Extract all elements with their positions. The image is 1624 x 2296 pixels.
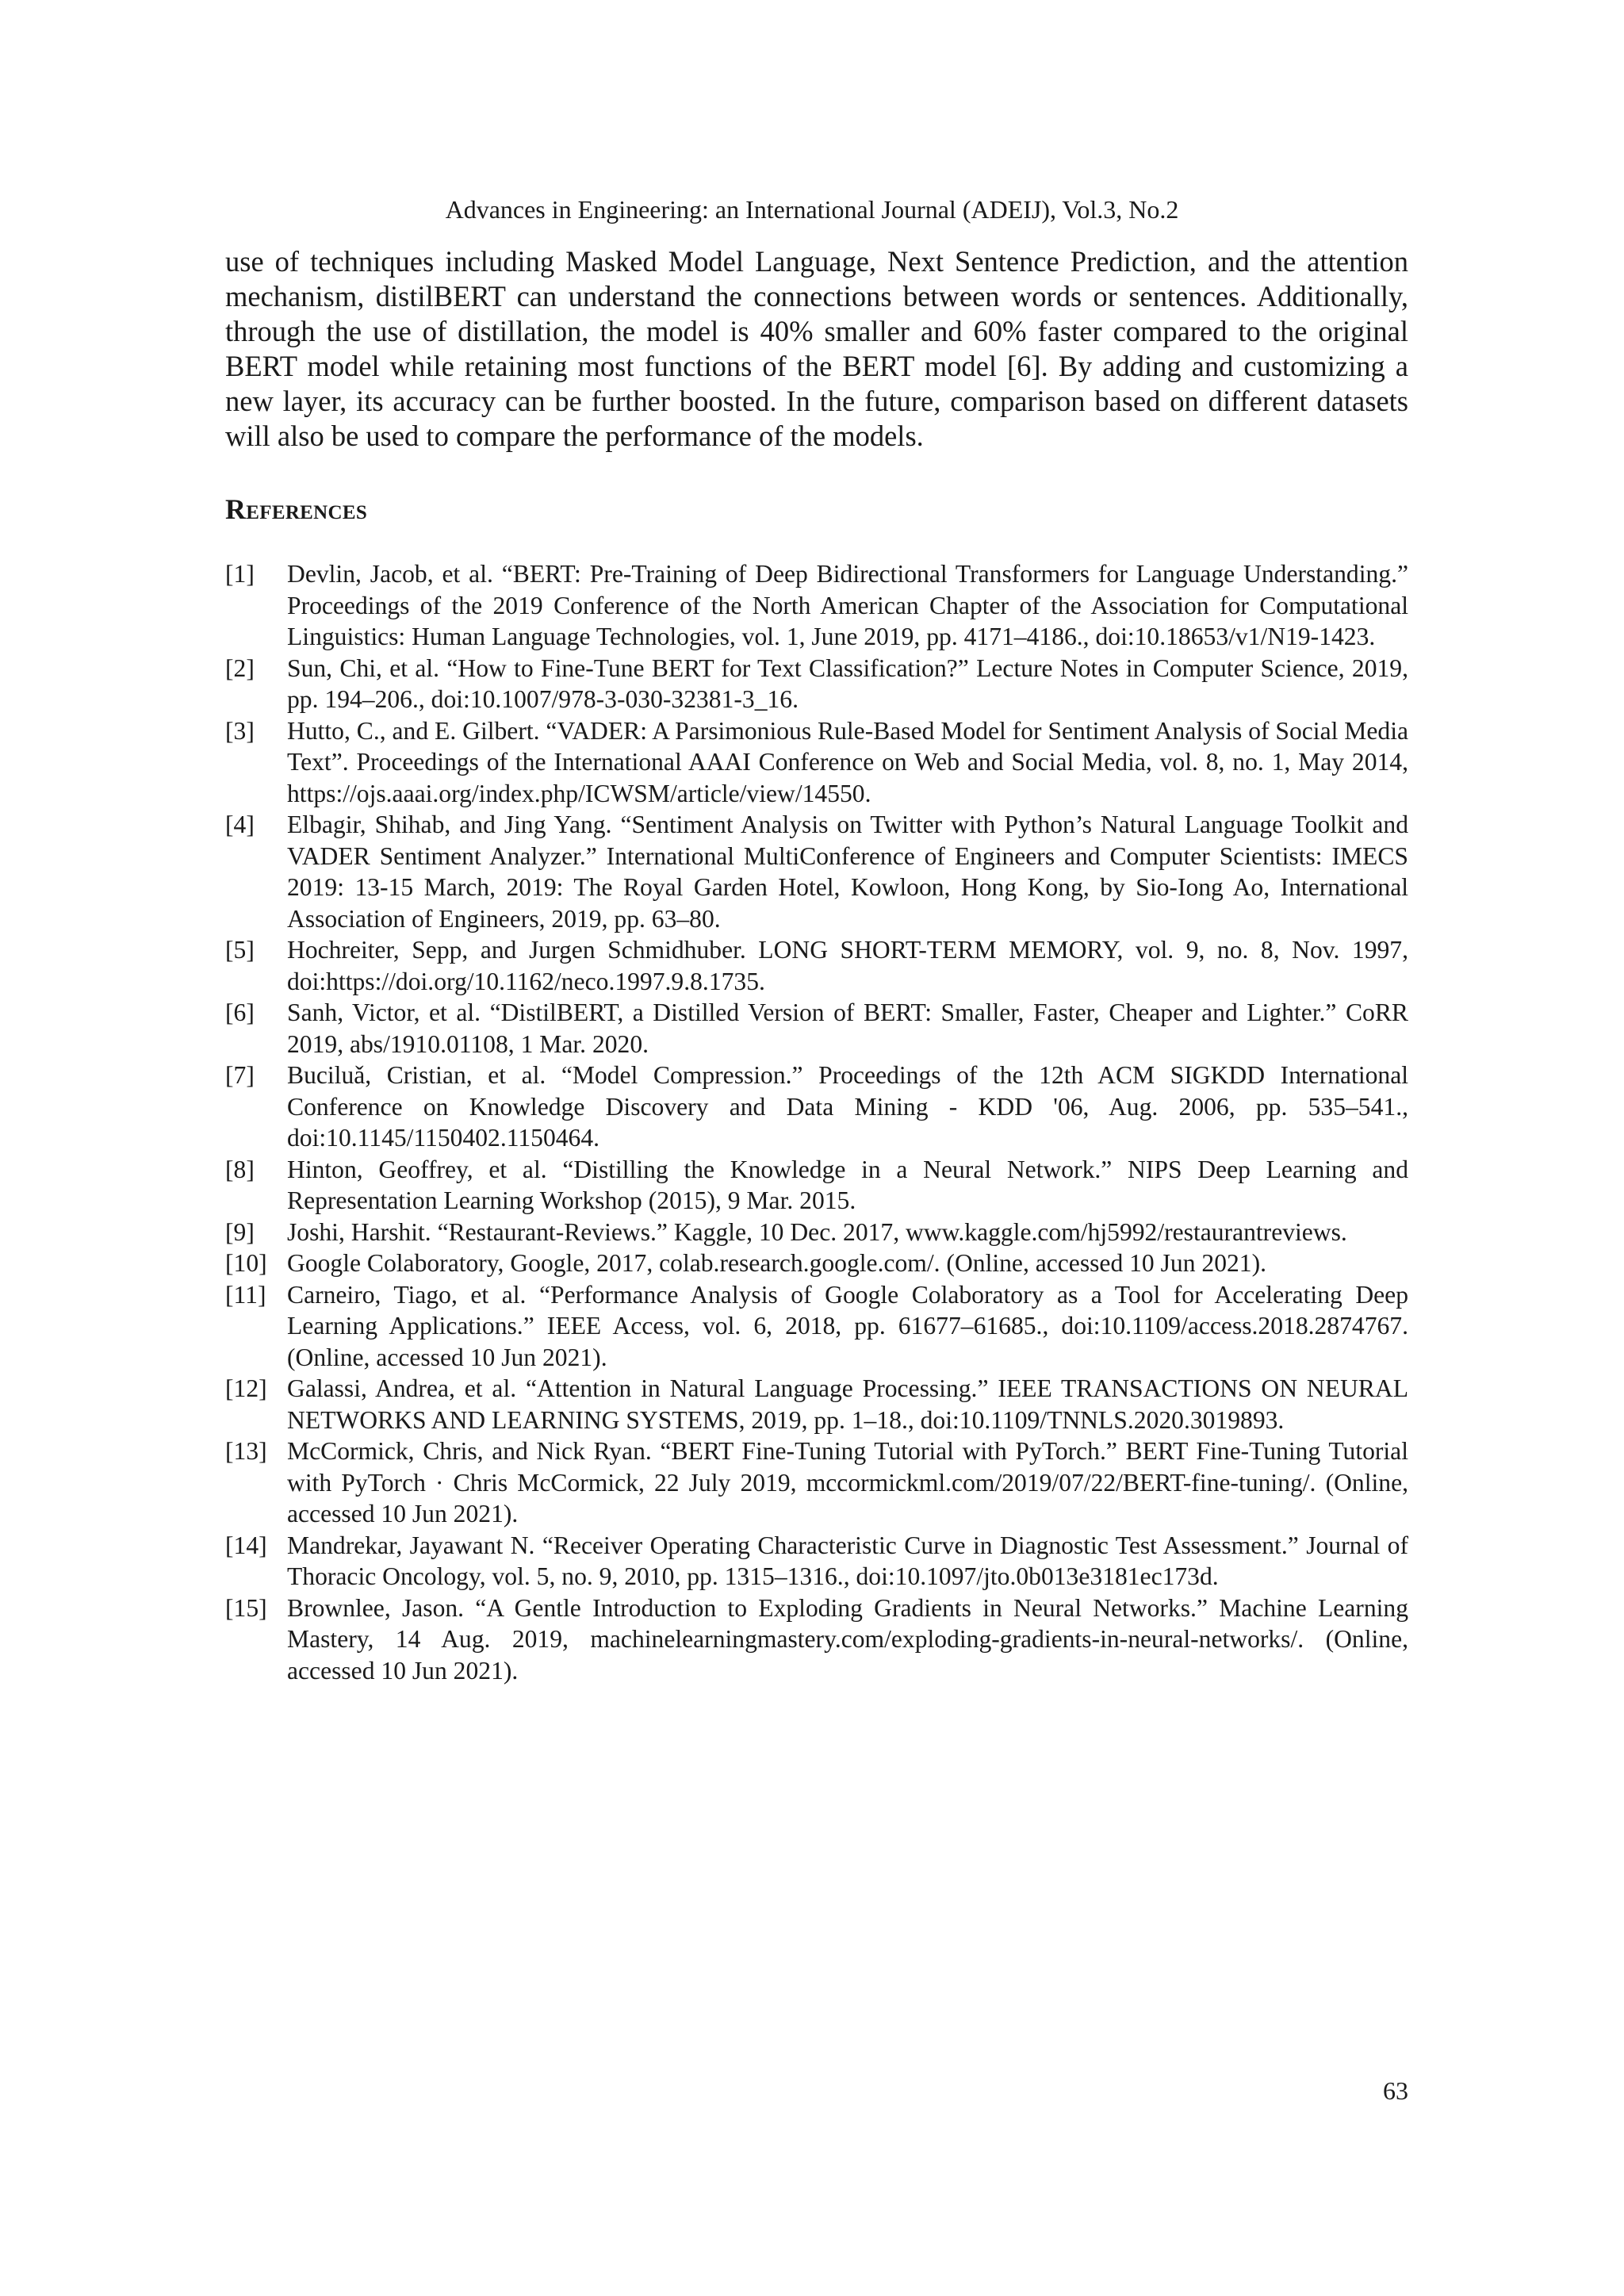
reference-number: [6] xyxy=(225,999,255,1026)
reference-item xyxy=(225,1373,1408,1435)
reference-item xyxy=(225,653,1408,715)
reference-text: Devlin, Jacob, et al. “BERT: Pre-Training of Deep Bidirectional Transformers for Language Understanding.” Proceedings of the 2019 Conference of the North American Chapter of the Association for Computational Linguistics: Human Language Technologies, vol. 1, June 2019, pp. 4171–4186., doi:10.18653/v1/N19-1423. xyxy=(287,560,1408,650)
reference-number: [10] xyxy=(225,1249,267,1277)
reference-text: Galassi, Andrea, et al. “Attention in Natural Language Processing.” IEEE TRANSACTIONS ON NEURAL NETWORKS AND LEARNING SYSTEMS, 2019, pp. 1–18., doi:10.1109/TNNLS.2020.3019893. xyxy=(287,1374,1408,1434)
reference-text: Hinton, Geoffrey, et al. “Distilling the Knowledge in a Neural Network.” NIPS Deep Learning and Representation Learning Workshop (2015), 9 Mar. 2015. xyxy=(287,1155,1408,1214)
reference-text: Hutto, C., and E. Gilbert. “VADER: A Parsimonious Rule-Based Model for Sentiment Analysis of Social Media Text”. Proceedings of the International AAAI Conference on Web and Social Media, vol. 8, no. 1, May 2014, https://ojs.aaai.org/index.php/ICWSM/article/view/14550. xyxy=(287,716,1408,807)
reference-number: [15] xyxy=(225,1593,267,1622)
reference-item xyxy=(225,1217,1408,1248)
reference-text: Joshi, Harshit. “Restaurant-Reviews.” Kaggle, 10 Dec. 2017, www.kaggle.com/hj5992/restaurantreviews. xyxy=(287,1217,1347,1246)
reference-number: [14] xyxy=(225,1531,267,1559)
reference-item xyxy=(225,715,1408,810)
reference-text: Brownlee, Jason. “A Gentle Introduction to Exploding Gradients in Neural Networks.” Machine Learning Mastery, 14 Aug. 2019, machinelearningmastery.com/exploding-gradients-in-neural-networks/. (Online, accessed 10 Jun 2021). xyxy=(287,1593,1408,1685)
reference-number: [4] xyxy=(225,811,255,838)
reference-text: Mandrekar, Jayawant N. “Receiver Operating Characteristic Curve in Diagnostic Test Assessment.” Journal of Thoracic Oncology, vol. 5, no. 9, 2010, pp. 1315–1316., doi:10.1097/jto.0b013e3181ec173d. xyxy=(287,1531,1408,1590)
reference-number: [11] xyxy=(225,1280,266,1309)
body-paragraph: use of techniques including Masked Model Language, Next Sentence Prediction, and the attention mechanism, distilBERT can understand the connections between words or sentences. Additionally, through the use of distillation, the model is 40% smaller and 60% faster compared to the original BERT model while retaining most functions of the BERT model [6]. By adding and customizing a new layer, its accuracy can be further boosted. In the future, comparison based on different datasets will also be used to compare the performance of the models. xyxy=(225,245,1408,452)
reference-text: Hochreiter, Sepp, and Jurgen Schmidhuber. LONG SHORT-TERM MEMORY, vol. 9, no. 8, Nov. 1997, doi:https://doi.org/10.1162/neco.1997.9.8.1735. xyxy=(287,936,1408,995)
reference-item xyxy=(225,1248,1408,1279)
reference-text: Buciluǎ, Cristian, et al. “Model Compression.” Proceedings of the 12th ACM SIGKDD International Conference on Knowledge Discovery and Data Mining - KDD '06, Aug. 2006, pp. 535–541., doi:10.1145/1150402.1150464. xyxy=(287,1061,1408,1152)
reference-text: Google Colaboratory, Google, 2017, colab.research.google.com/. (Online, accessed 10 Jun 2021). xyxy=(287,1249,1267,1277)
reference-text: Carneiro, Tiago, et al. “Performance Analysis of Google Colaboratory as a Tool for Accelerating Deep Learning Applications.” IEEE Access, vol. 6, 2018, pp. 61677–61685., doi:10.1109/access.2018.2874767. (Online, accessed 10 Jun 2021). xyxy=(287,1280,1408,1371)
references-heading: References xyxy=(225,493,368,525)
reference-item xyxy=(225,1593,1408,1687)
reference-item xyxy=(225,1060,1408,1154)
reference-item xyxy=(225,1279,1408,1374)
reference-text: McCormick, Chris, and Nick Ryan. “BERT Fine-Tuning Tutorial with PyTorch.” BERT Fine-Tuning Tutorial with PyTorch · Chris McCormick, 22 July 2019, mccormickml.com/2019/07/22/BERT-fine-tuning/. (Online, accessed 10 Jun 2021). xyxy=(287,1437,1408,1527)
reference-item xyxy=(225,558,1408,653)
reference-text: Sanh, Victor, et al. “DistilBERT, a Distilled Version of BERT: Smaller, Faster, Cheaper and Lighter.” CoRR 2019, abs/1910.01108, 1 Mar. 2020. xyxy=(287,999,1408,1058)
reference-number: [9] xyxy=(225,1217,255,1246)
page-number: 63 xyxy=(1383,2076,1408,2105)
reference-item xyxy=(225,809,1408,934)
reference-item xyxy=(225,1530,1408,1593)
reference-text: Sun, Chi, et al. “How to Fine-Tune BERT for Text Classification?” Lecture Notes in Computer Science, 2019, pp. 194–206., doi:10.1007/978-3-030-32381-3_16. xyxy=(287,654,1408,713)
reference-item xyxy=(225,997,1408,1060)
reference-number: [5] xyxy=(225,936,255,964)
reference-item xyxy=(225,1154,1408,1217)
reference-item xyxy=(225,1435,1408,1530)
reference-number: [12] xyxy=(225,1374,267,1402)
reference-number: [8] xyxy=(225,1155,255,1183)
reference-text: Elbagir, Shihab, and Jing Yang. “Sentiment Analysis on Twitter with Python’s Natural Language Toolkit and VADER Sentiment Analyzer.” International MultiConference of Engineers and Computer Scientists: IMECS 2019: 13-15 March, 2019: The Royal Garden Hotel, Kowloon, Hong Kong, by Sio-Iong Ao, International Association of Engineers, 2019, pp. 63–80. xyxy=(287,811,1408,933)
reference-item xyxy=(225,934,1408,997)
running-header: Advances in Engineering: an International Journal (ADEIJ), Vol.3, No.2 xyxy=(445,195,1179,224)
reference-number: [2] xyxy=(225,654,255,682)
reference-number: [13] xyxy=(225,1437,267,1465)
references-list xyxy=(225,558,1408,1686)
reference-number: [3] xyxy=(225,716,255,745)
reference-number: [1] xyxy=(225,560,255,588)
reference-number: [7] xyxy=(225,1061,255,1089)
